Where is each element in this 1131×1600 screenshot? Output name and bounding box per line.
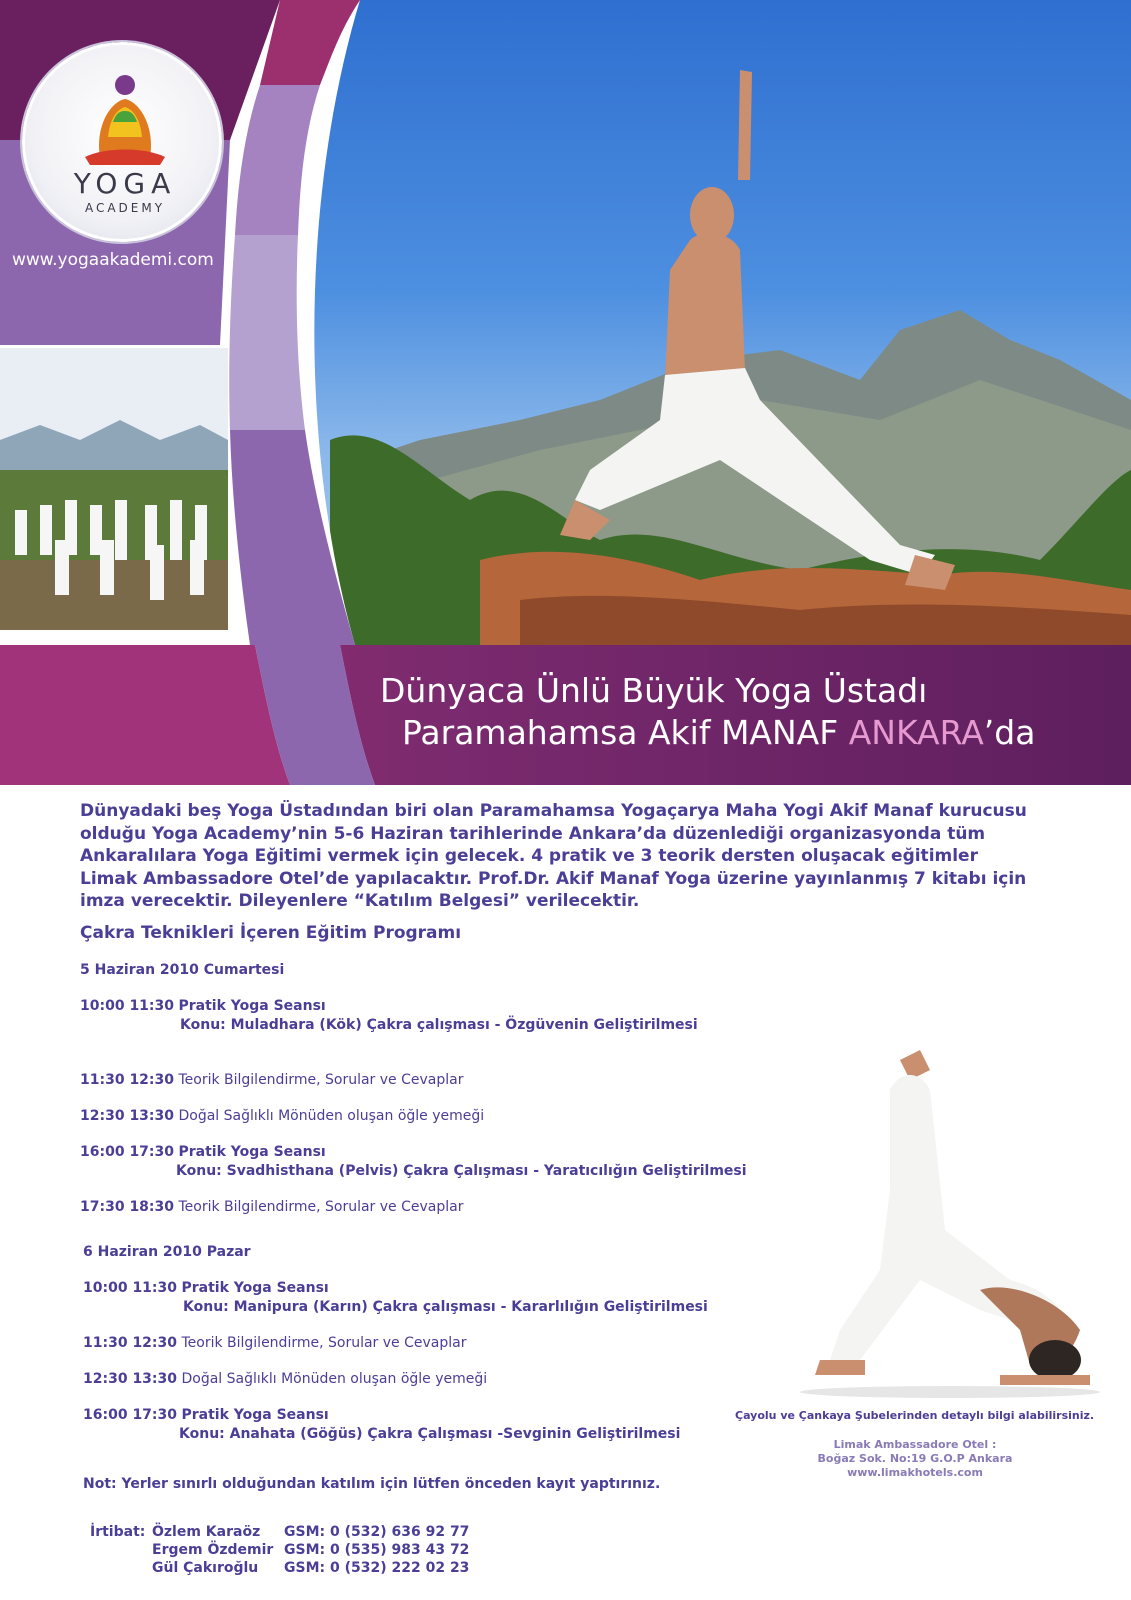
session-time: 10:00 11:30 bbox=[80, 998, 175, 1014]
contact-phone[interactable]: GSM: 0 (535) 983 43 72 bbox=[284, 1542, 470, 1558]
header-band bbox=[0, 0, 1131, 785]
session-label: Pratik Yoga Seansı bbox=[178, 1144, 326, 1160]
session-time: 16:00 17:30 bbox=[83, 1407, 178, 1423]
website-url[interactable]: www.yogaakademi.com bbox=[12, 250, 214, 270]
headline-city: ANKARA bbox=[848, 713, 984, 752]
branch-info: Çayolu ve Çankaya Şubelerinden detaylı bilgi alabilirsiniz. bbox=[735, 1409, 1095, 1422]
hotel-address: Boğaz Sok. No:19 G.O.P Ankara bbox=[817, 1452, 1013, 1465]
day-2-title: 6 Haziran 2010 Pazar bbox=[83, 1244, 251, 1260]
schedule-item bbox=[83, 1370, 487, 1389]
contact-row bbox=[90, 1541, 469, 1559]
logo-subline: ACADEMY bbox=[84, 201, 166, 215]
day-1-title: 5 Haziran 2010 Cumartesi bbox=[80, 962, 285, 978]
schedule-item bbox=[83, 1334, 466, 1353]
session-topic: Konu: Manipura (Karın) Çakra çalışması - Kararlılığın Geliştirilmesi bbox=[183, 1299, 708, 1315]
program-title: Çakra Teknikleri İçeren Eğitim Programı bbox=[80, 923, 462, 943]
session-label: Teorik Bilgilendirme, Sorular ve Cevaplar bbox=[178, 1199, 464, 1215]
session-time: 11:30 12:30 bbox=[83, 1335, 178, 1351]
event-headline bbox=[380, 670, 1120, 754]
session-topic: Konu: Svadhisthana (Pelvis) Çakra Çalışması - Yaratıcılığın Geliştirilmesi bbox=[176, 1163, 747, 1179]
session-time: 10:00 11:30 bbox=[83, 1280, 178, 1296]
session-label: Teorik Bilgilendirme, Sorular ve Cevaplar bbox=[181, 1335, 467, 1351]
lotus-figure-icon bbox=[80, 67, 170, 167]
logo-wordmark: YOGA bbox=[73, 167, 177, 200]
contact-row bbox=[90, 1523, 469, 1541]
session-topic: Konu: Anahata (Göğüs) Çakra Çalışması -Sevginin Geliştirilmesi bbox=[179, 1426, 681, 1442]
registration-note: Not: Yerler sınırlı olduğundan katılım için lütfen önceden kayıt yaptırınız. bbox=[83, 1476, 661, 1492]
session-time: 11:30 12:30 bbox=[80, 1072, 175, 1088]
banner-curve-shape bbox=[0, 645, 380, 785]
contact-name: Özlem Karaöz bbox=[152, 1524, 261, 1540]
schedule-item bbox=[80, 1143, 747, 1181]
schedule-item bbox=[80, 1107, 484, 1126]
session-label: Pratik Yoga Seansı bbox=[178, 998, 326, 1014]
schedule-item bbox=[83, 1279, 708, 1317]
session-label: Doğal Sağlıklı Mönüden oluşan öğle yemeği bbox=[181, 1371, 488, 1387]
session-label: Pratik Yoga Seansı bbox=[181, 1280, 329, 1296]
schedule-item bbox=[83, 1406, 680, 1444]
contact-phone[interactable]: GSM: 0 (532) 636 92 77 bbox=[284, 1524, 470, 1540]
session-topic: Konu: Muladhara (Kök) Çakra çalışması - Özgüvenin Geliştirilmesi bbox=[180, 1017, 698, 1033]
headline-line-2 bbox=[380, 712, 1120, 754]
group-class-photo bbox=[0, 348, 228, 630]
contact-name: Gül Çakıroğlu bbox=[152, 1560, 259, 1576]
hotel-url[interactable]: www.limakhotels.com bbox=[847, 1466, 983, 1479]
hotel-info bbox=[800, 1438, 1030, 1480]
headline-name: Paramahamsa Akif MANAF bbox=[402, 713, 849, 752]
session-time: 12:30 13:30 bbox=[80, 1108, 175, 1124]
schedule-item bbox=[80, 1198, 463, 1217]
session-time: 16:00 17:30 bbox=[80, 1144, 175, 1160]
session-time: 12:30 13:30 bbox=[83, 1371, 178, 1387]
session-time: 17:30 18:30 bbox=[80, 1199, 175, 1215]
headline-line-1: Dünyaca Ünlü Büyük Yoga Üstadı bbox=[380, 671, 928, 710]
contact-phone[interactable]: GSM: 0 (532) 222 02 23 bbox=[284, 1560, 470, 1576]
hotel-name: Limak Ambassadore Otel : bbox=[833, 1438, 997, 1451]
yogi-backbend-figure bbox=[770, 1030, 1110, 1400]
contact-label: İrtibat: bbox=[90, 1524, 146, 1540]
intro-paragraph: Dünyadaki beş Yoga Üstadından biri olan Paramahamsa Yogaçarya Maha Yogi Akif Manaf kurucusu olduğu Yoga Academy’nin 5-6 Haziran tarihlerinde Ankara’da düzenlediği organizasyonda tüm Ankaralılara Yoga Eğitimi vermek için gelecek. 4 pratik ve 3 teorik dersten oluşacak eğitimler Limak Ambassadore Otel’de yapılacaktır. Prof.Dr. Akif Manaf Yoga üzerine yayınlanmış 7 kitabı için imza verecektir. Dileyenlere “Katılım Belgesi” verilecektir. bbox=[80, 801, 1027, 911]
schedule-item bbox=[80, 1071, 463, 1090]
contact-list bbox=[90, 1523, 469, 1577]
contact-name: Ergem Özdemir bbox=[152, 1542, 274, 1558]
contact-row bbox=[90, 1559, 469, 1577]
headline-suffix: ’da bbox=[983, 713, 1036, 752]
schedule-item bbox=[80, 997, 698, 1035]
session-label: Doğal Sağlıklı Mönüden oluşan öğle yemeği bbox=[178, 1108, 485, 1124]
session-label: Teorik Bilgilendirme, Sorular ve Cevaplar bbox=[178, 1072, 464, 1088]
session-label: Pratik Yoga Seansı bbox=[181, 1407, 329, 1423]
yoga-academy-logo bbox=[22, 42, 222, 242]
